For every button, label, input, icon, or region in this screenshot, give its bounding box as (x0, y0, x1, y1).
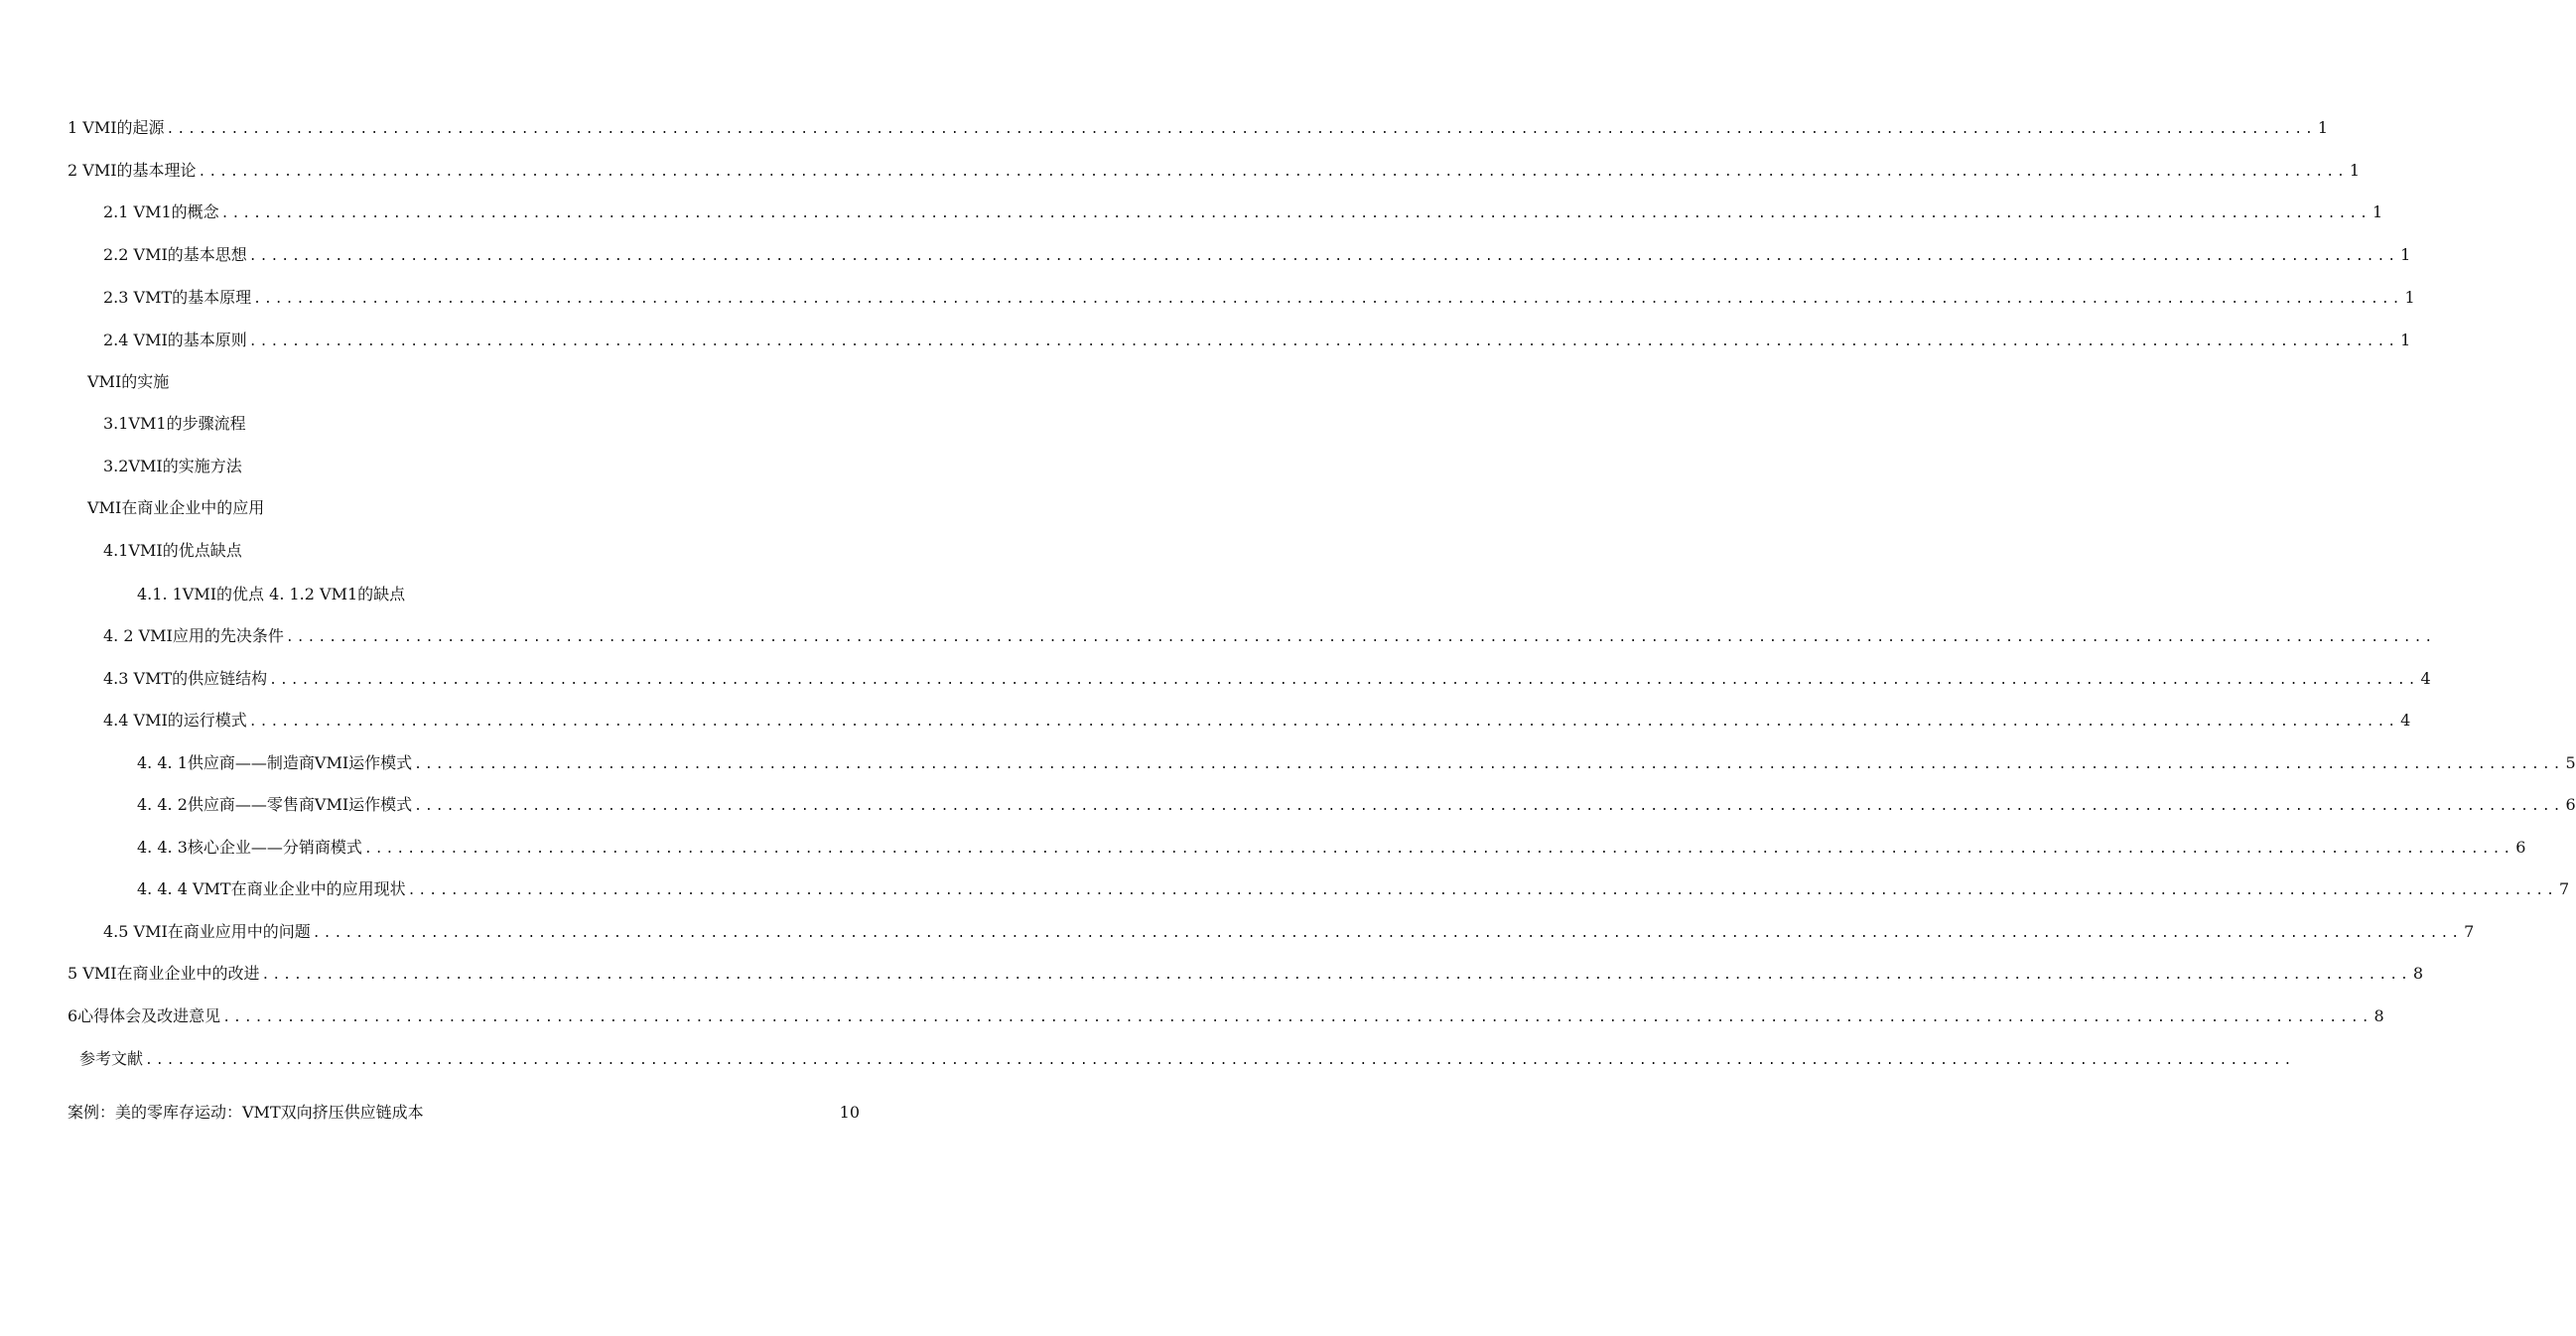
toc-entry-page-number: 1 (2400, 245, 2411, 264)
toc-entry (103, 920, 2475, 944)
toc-entry (103, 667, 2431, 691)
toc-entry-page-number: 1 (2373, 202, 2383, 221)
dot-leader: ........................................................................................................................................................................................................ (220, 206, 2371, 221)
dot-leader: ........................................................................................................................................................................................................ (145, 1053, 2295, 1068)
toc-entry-title: 2.3 VMT的基本原理 (103, 288, 252, 307)
toc-entry-title: 4. 4. 4 VMT在商业企业中的应用现状 (137, 879, 406, 898)
dot-leader: ........................................................................................................................................................................................................ (222, 1010, 2373, 1025)
toc-entry-page-number: 8 (2412, 964, 2424, 983)
toc-entry (137, 877, 2570, 901)
toc-entry-page-number: 6 (2565, 795, 2576, 814)
toc-entry (87, 496, 856, 520)
toc-entry (68, 962, 2424, 986)
toc-entry-page-number: 6 (2515, 838, 2526, 857)
toc-entry (79, 1047, 2295, 1071)
toc-entry (103, 539, 856, 563)
toc-entry (103, 709, 2411, 733)
toc-entry-page-number: 4 (2400, 711, 2411, 730)
toc-entry-title: 2 VMI的基本理论 (68, 161, 197, 180)
dot-leader: ........................................................................................................................................................................................................ (248, 715, 2399, 730)
toc-entry (103, 286, 2415, 310)
dot-leader: ........................................................................................................................................................................................................ (166, 122, 2316, 137)
toc-entry-title: 4.5 VMI在商业应用中的问题 (103, 922, 311, 941)
dot-leader: ........................................................................................................................................................................................................ (269, 673, 2419, 688)
toc-entry-title: 4.1. 1VMI的优点 4. 1.2 VM1的缺点 (137, 585, 406, 603)
toc-entry (137, 793, 2576, 817)
toc-entry-title: 3.2VMI的实施方法 (103, 457, 242, 475)
toc-entry (103, 329, 2411, 352)
toc-entry-title: 4.4 VMI的运行模式 (103, 711, 247, 730)
toc-entry-title: 2.4 VMI的基本原则 (103, 331, 247, 349)
toc-entry-page-number: 10 (839, 1103, 860, 1122)
dot-leader: ........................................................................................................................................................................................................ (363, 842, 2514, 857)
toc-entry (68, 159, 2361, 183)
dot-leader: ........................................................................................................................................................................................................ (285, 630, 2436, 645)
dot-leader: ........................................................................................................................................................................................................ (261, 968, 2411, 983)
toc-entry-title: 3.1VM1的步骤流程 (103, 414, 246, 433)
toc-entry (68, 1004, 2384, 1028)
toc-entry-title: 4.3 VMT的供应链结构 (103, 669, 268, 688)
toc-entry (103, 200, 2383, 224)
toc-entry (103, 243, 2411, 267)
toc-entry-page-number: 1 (2400, 331, 2411, 349)
toc-entry-title: 4. 4. 1供应商——制造商VMI运作模式 (137, 753, 413, 772)
toc-entry-title: 4. 2 VMI应用的先决条件 (103, 626, 284, 645)
toc-entry (103, 455, 856, 478)
dot-leader: ........................................................................................................................................................................................................ (248, 249, 2399, 264)
dot-leader: ........................................................................................................................................................................................................ (414, 799, 2564, 814)
toc-entry-page-number: 7 (2558, 879, 2570, 898)
toc-entry-title: 参考文献 (79, 1049, 144, 1068)
toc-entry-title: 2.2 VMI的基本思想 (103, 245, 247, 264)
toc-entry (137, 836, 2526, 860)
toc-entry-title: 4.1VMI的优点缺点 (103, 541, 242, 560)
toc-entry (87, 370, 856, 394)
toc-entry-title: 4. 4. 2供应商——零售商VMI运作模式 (137, 795, 413, 814)
toc-entry-title: 1 VMI的起源 (68, 118, 165, 137)
dot-leader: ........................................................................................................................................................................................................ (414, 757, 2564, 772)
dot-leader: ........................................................................................................................................................................................................ (312, 926, 2463, 941)
toc-entry-title: 4. 4. 3核心企业——分销商模式 (137, 838, 362, 857)
toc-entry-title: VMI在商业企业中的应用 (87, 498, 265, 517)
toc-entry-page-number: 8 (2373, 1006, 2384, 1025)
toc-entry (103, 412, 856, 436)
toc-entry-page-number: 1 (2349, 161, 2361, 180)
toc-entry-title: VMI的实施 (87, 372, 170, 391)
toc-entry-title: 案例：美的零库存运动：VMT双向挤压供应链成本 (68, 1103, 424, 1122)
toc-entry (137, 583, 856, 606)
dot-leader: ........................................................................................................................................................................................................ (248, 334, 2399, 349)
toc-entry-page-number: 7 (2464, 922, 2475, 941)
toc-entry-page-number: 4 (2420, 669, 2431, 688)
toc-entry (103, 624, 2436, 648)
toc-entry-title: 5 VMI在商业企业中的改进 (68, 964, 260, 983)
toc-entry (68, 1101, 860, 1125)
toc-entry-page-number: 1 (2404, 288, 2415, 307)
toc-entry (68, 116, 2329, 140)
toc-entry (137, 751, 2576, 775)
dot-leader: ........................................................................................................................................................................................................ (253, 292, 2403, 307)
toc-entry-title: 6心得体会及改进意见 (68, 1006, 221, 1025)
dot-leader: ........................................................................................................................................................................................................ (198, 165, 2348, 180)
dot-leader: ........................................................................................................................................................................................................ (407, 883, 2557, 898)
toc-entry-page-number: 1 (2317, 118, 2329, 137)
toc-entry-title: 2.1 VM1的概念 (103, 202, 219, 221)
toc-entry-page-number: 5 (2565, 753, 2576, 772)
